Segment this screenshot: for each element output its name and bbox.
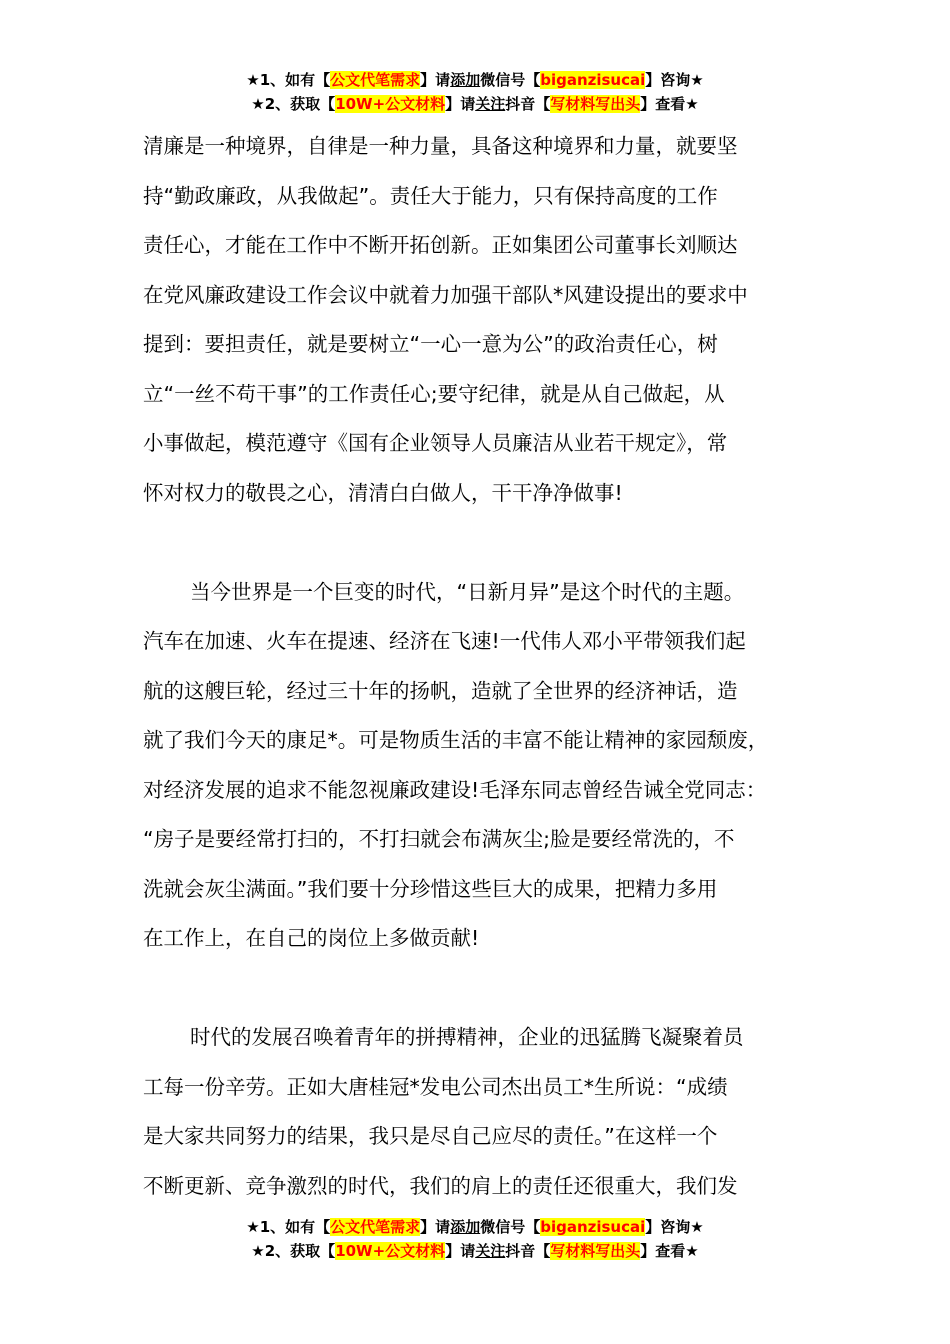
text-line: 清廉是一种境界，自律是一种力量，具备这种境界和力量，就要坚 [143,134,738,158]
banner-text: 】查看★ [640,1242,699,1260]
underlined-text: 关注 [475,1242,506,1260]
banner-text: 微信号【 [480,71,541,89]
banner-text: 】咨询★ [645,71,704,89]
text-line: 洗就会灰尘满面。”我们要十分珍惜这些巨大的成果，把精力多用 [143,876,718,901]
highlight-service: 公文代笔需求 [330,71,421,89]
banner-text: 】请 [445,1242,476,1260]
text-line: 责任心，才能在工作中不断开拓创新。正如集团公司董事长刘顺达 [143,233,738,257]
banner-text: 】请 [445,95,476,113]
text-line: 怀对权力的敬畏之心，清清白白做人，干干净净做事! [143,480,623,505]
paragraph-2 [143,568,833,964]
highlight-wechat-id: biganzisucai [540,1218,646,1236]
banner-text: 抖音【 [505,1242,551,1260]
highlight-douyin: 写材料写出头 [550,95,641,113]
text-line: 当今世界是一个巨变的时代，“日新月异”是这个时代的主题。 [190,579,745,604]
banner-text: ★1、如有【 [246,71,331,89]
paragraph-gap [143,518,833,568]
text-line: “房子是要经常打扫的，不打扫就会布满灰尘;脸是要经常洗的，不 [143,827,735,851]
banner-text: 】咨询★ [645,1218,704,1236]
text-line: 小事做起，模范遵守《国有企业领导人员廉洁从业若干规定》，常 [143,431,728,455]
underlined-text: 关注 [475,95,506,113]
paragraph-1 [143,122,833,518]
banner-line-1 [0,68,950,92]
banner-text: 】请 [420,71,451,89]
banner-text: 抖音【 [505,95,551,113]
banner-text: ★1、如有【 [246,1218,331,1236]
text-line: 对经济发展的追求不能忽视廉政建设!毛泽东同志曾经告诫全党同志： [143,777,767,802]
underlined-text: 添加 [450,1218,481,1236]
text-line: 在党风廉政建设工作会议中就着力加强干部队*风建设提出的要求中 [143,282,748,307]
banner-line-2 [0,1239,950,1263]
banner-text: ★2、获取【 [251,1242,336,1260]
text-line: 时代的发展召唤着青年的拼搏精神，企业的迅猛腾飞凝聚着员 [190,1025,744,1049]
highlight-douyin: 写材料写出头 [550,1242,641,1260]
highlight-materials: 10W+公文材料 [335,95,446,113]
banner-line-1 [0,1215,950,1239]
highlight-wechat-id: biganzisucai [540,71,646,89]
text-line: 持“勤政廉政，从我做起”。责任大于能力，只有保持高度的工作 [143,183,718,208]
banner-text: 微信号【 [480,1218,541,1236]
banner-text: 】请 [420,1218,451,1236]
text-line: 提到：要担责任，就是要树立“一心一意为公”的政治责任心，树 [143,332,718,356]
text-line: 航的这艘巨轮，经过三十年的扬帆，造就了全世界的经济神话，造 [143,678,738,703]
banner-line-2 [0,92,950,116]
document-body [143,122,833,1211]
text-line: 在工作上，在自己的岗位上多做贡献! [143,926,480,950]
text-line: 不断更新、竞争激烈的时代，我们的肩上的责任还很重大，我们发 [143,1173,738,1198]
banner-text: ★2、获取【 [251,95,336,113]
text-line: 是大家共同努力的结果，我只是尽自己应尽的责任。”在这样一个 [143,1124,718,1148]
text-line: 就了我们今天的康足*。可是物质生活的丰富不能让精神的家园颓废， [143,728,769,752]
text-line: 立“一丝不苟干事”的工作责任心;要守纪律，就是从自己做起，从 [143,381,725,406]
text-line: 汽车在加速、火车在提速、经济在飞速!一代伟人邓小平带领我们起 [143,629,746,653]
banner-text: 】查看★ [640,95,699,113]
header-banner [0,68,950,116]
highlight-service: 公文代笔需求 [330,1218,421,1236]
highlight-materials: 10W+公文材料 [335,1242,446,1260]
text-line: 工每一份辛劳。正如大唐桂冠*发电公司杰出员工*生所说：“成绩 [143,1074,728,1099]
footer-banner [0,1215,950,1263]
paragraph-3 [143,1013,833,1211]
underlined-text: 添加 [450,71,481,89]
paragraph-gap [143,964,833,1014]
